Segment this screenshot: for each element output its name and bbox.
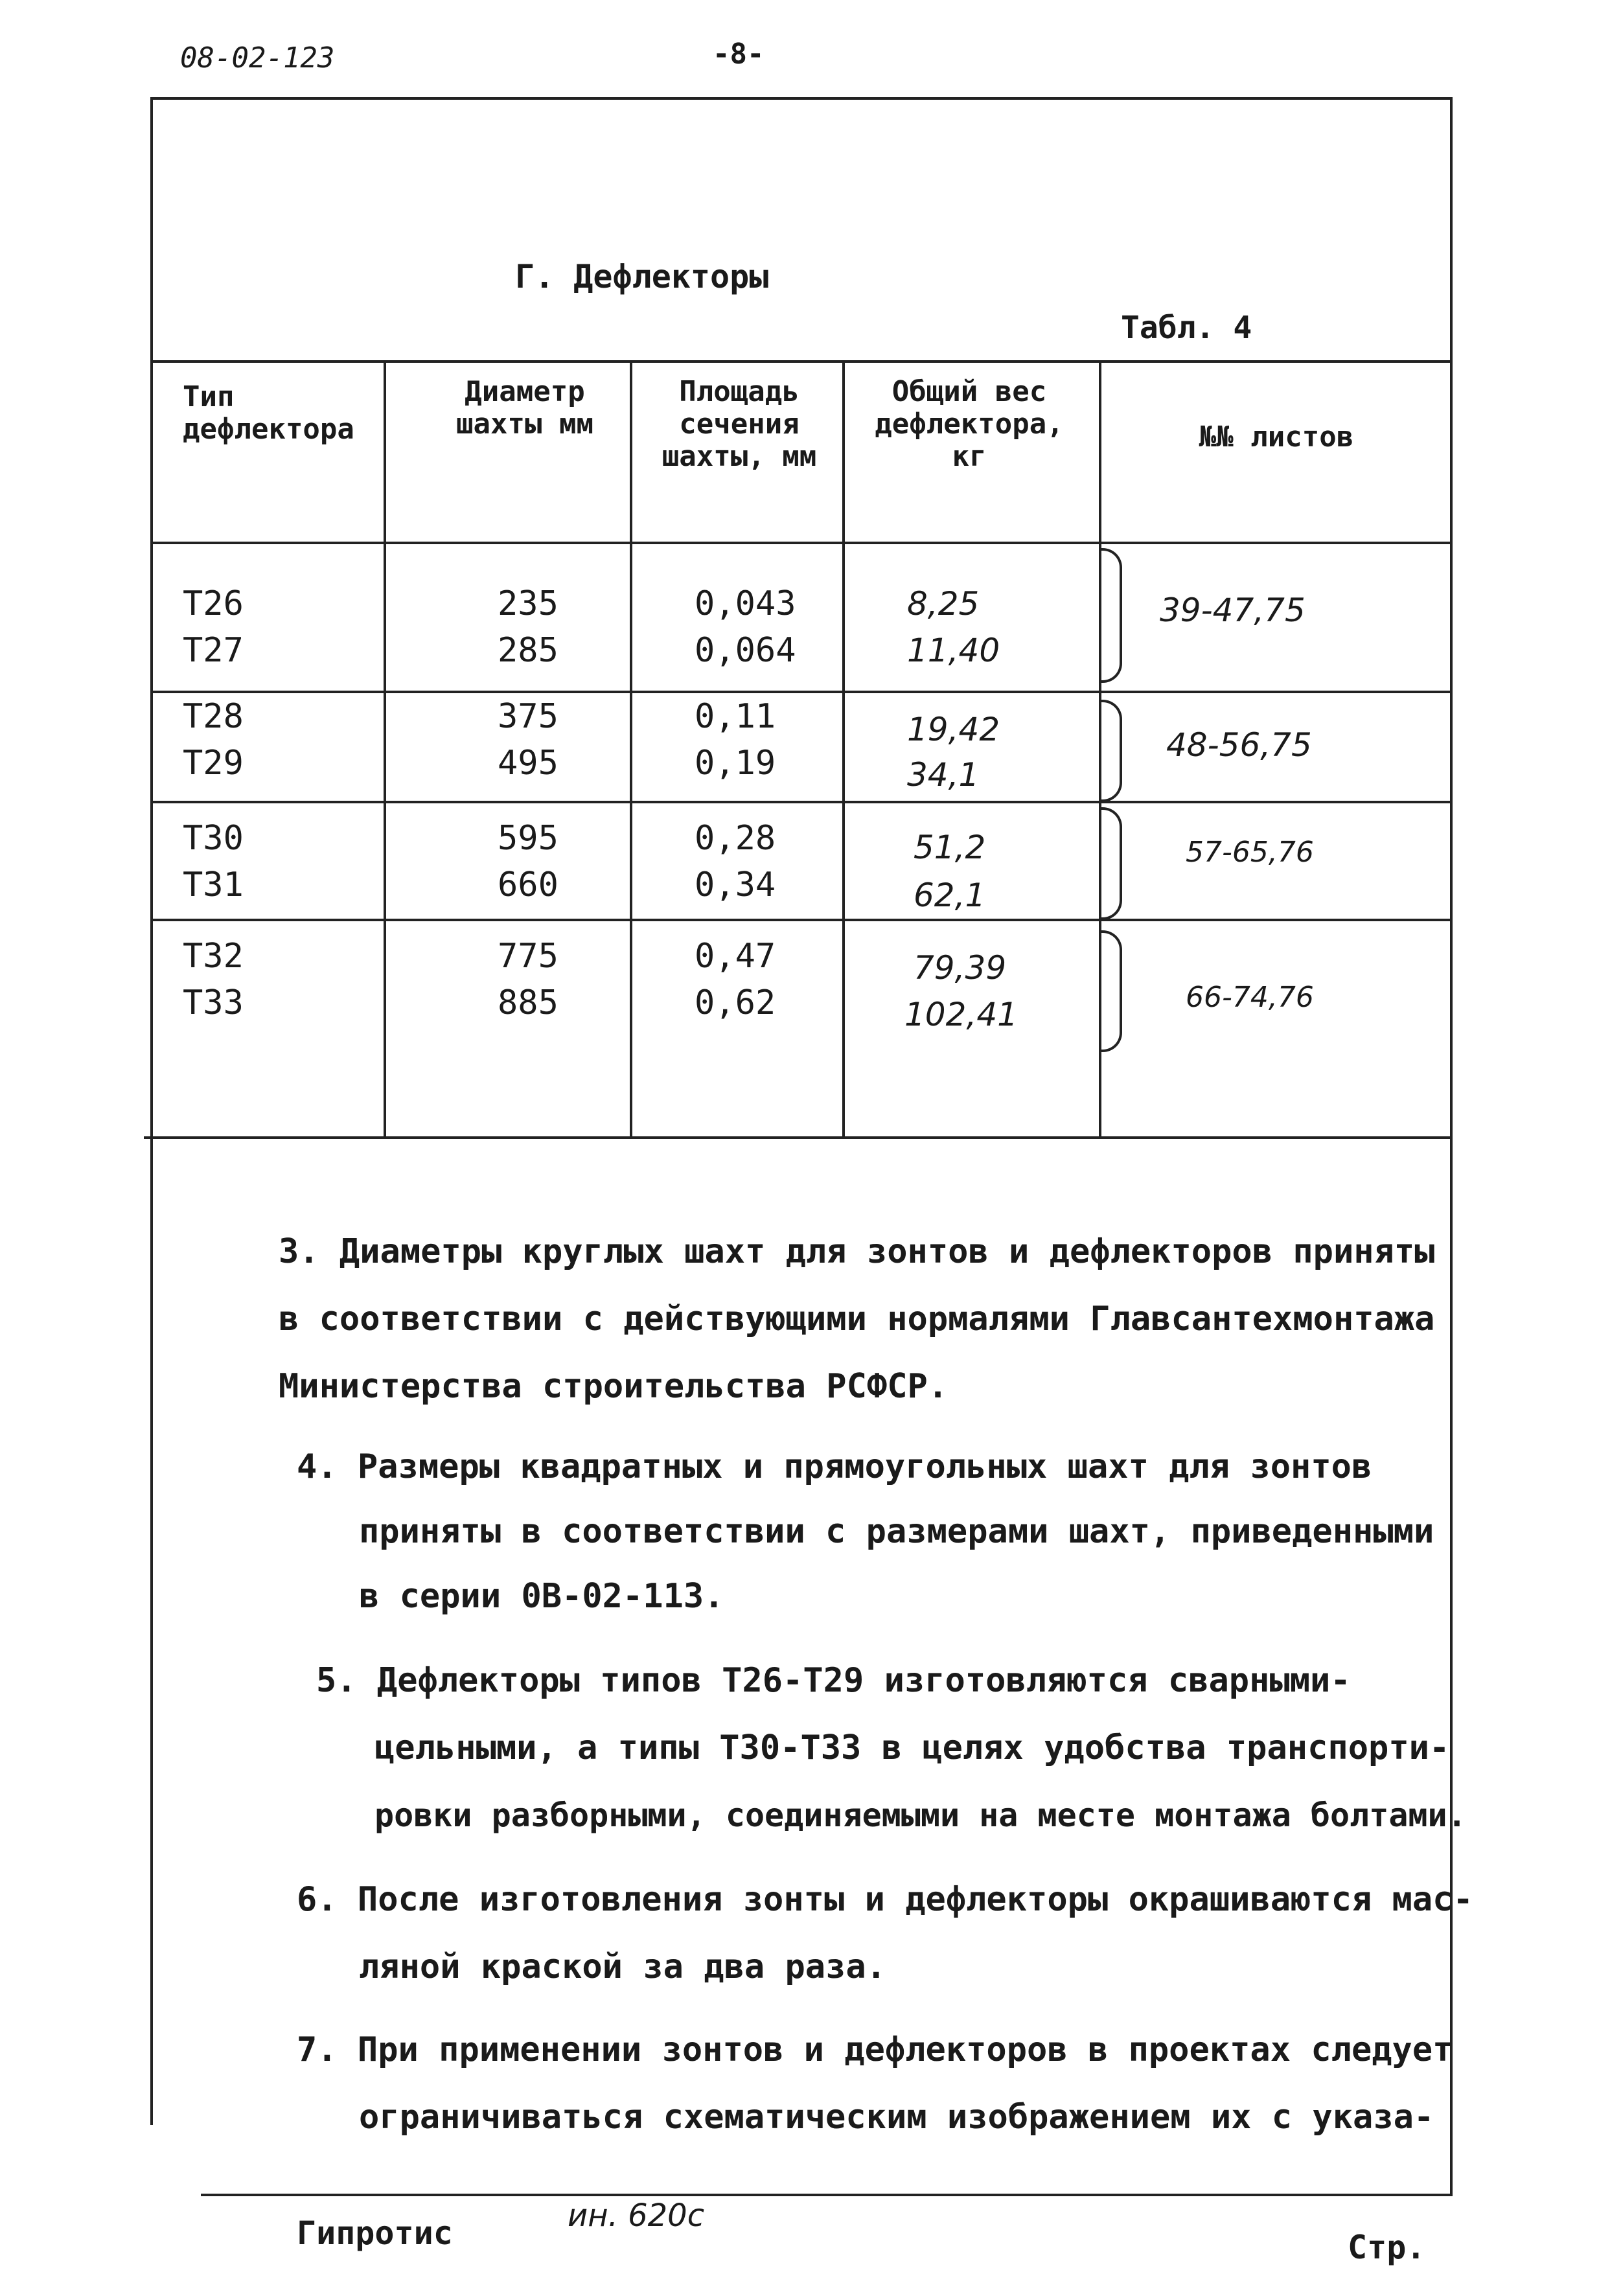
table-label: Табл. 4 — [1121, 310, 1252, 346]
diameter-cell: 595 — [498, 819, 558, 858]
area-cell: 0,19 — [695, 744, 776, 783]
area-cell: 0,62 — [695, 983, 776, 1022]
type-cell: Т33 — [183, 983, 244, 1022]
table-bottom-rule — [144, 1136, 1451, 1139]
footer-page-label: Стр. — [1348, 2229, 1426, 2266]
footer-organization: Гипротис — [297, 2214, 453, 2252]
group-rule-3 — [150, 919, 1451, 921]
area-cell: 0,043 — [695, 584, 796, 623]
group-brace — [1101, 930, 1122, 1052]
diameter-cell: 285 — [498, 631, 558, 670]
weight-cell: 51,2 — [914, 829, 986, 866]
area-cell: 0,34 — [695, 866, 776, 904]
paragraph-5-line-3: ровки разборными, соединяемыми на месте монтажа болтами. — [374, 1797, 1467, 1834]
col-header-sheets: №№ листов — [1199, 420, 1354, 453]
frame-left — [150, 97, 153, 2125]
weight-cell: 34,1 — [907, 756, 980, 794]
paragraph-4-line-1: 4. Размеры квадратных и прямоугольных шахт для зонтов — [297, 1447, 1372, 1486]
group-brace — [1101, 807, 1122, 920]
paragraph-4-line-3: в серии 0В-02-113. — [359, 1577, 724, 1616]
col-header-diameter: Диаметр шахты мм — [456, 375, 593, 441]
diameter-cell: 495 — [498, 744, 558, 783]
type-cell: Т29 — [183, 744, 244, 783]
document-code: 08-02-123 — [180, 41, 335, 75]
section-title: Г. Дефлекторы — [515, 258, 769, 295]
type-cell: Т27 — [183, 631, 244, 670]
type-cell: Т30 — [183, 819, 244, 858]
area-cell: 0,47 — [695, 937, 776, 976]
col-header-area: Площадь сечения шахты, мм — [661, 375, 817, 473]
type-cell: Т26 — [183, 584, 244, 623]
sheets-cell: 57-65,76 — [1186, 836, 1314, 869]
table-header-rule — [150, 542, 1451, 544]
weight-cell: 62,1 — [914, 877, 986, 914]
sheets-cell: 48-56,75 — [1166, 726, 1312, 764]
paragraph-6-line-1: 6. После изготовления зонты и дефлекторы окрашиваются мас- — [297, 1880, 1473, 1919]
paragraph-5-line-2: цельными, а типы Т30-Т33 в целях удобства транспорти- — [374, 1728, 1450, 1767]
diameter-cell: 375 — [498, 697, 558, 736]
diameter-cell: 235 — [498, 584, 558, 623]
col-rule-1 — [384, 360, 386, 1138]
sheets-cell: 66-74,76 — [1186, 981, 1314, 1014]
col-header-type: Тип дефлектора — [183, 380, 354, 446]
type-cell: Т32 — [183, 937, 244, 976]
paragraph-3-line-1: 3. Диаметры круглых шахт для зонтов и дефлекторов приняты — [279, 1232, 1435, 1271]
area-cell: 0,064 — [695, 631, 796, 670]
group-brace — [1101, 548, 1122, 683]
type-cell: Т28 — [183, 697, 244, 736]
paragraph-3-line-3: Министерства строительства РСФСР. — [279, 1367, 949, 1406]
paragraph-5-line-1: 5. Дефлекторы типов Т26-Т29 изготовляются сварными- — [316, 1661, 1351, 1700]
group-rule-2 — [150, 801, 1451, 803]
group-brace — [1101, 700, 1122, 802]
paragraph-7-line-2: ограничиваться схематическим изображением их с указа- — [359, 2098, 1434, 2137]
group-rule-1 — [150, 691, 1451, 693]
table-top-rule — [150, 360, 1451, 363]
paragraph-6-line-2: ляной краской за два раза. — [359, 1947, 886, 1986]
col-rule-2 — [630, 360, 632, 1138]
frame-top — [150, 97, 1451, 100]
col-header-weight: Общий вес дефлектора, кг — [875, 375, 1064, 473]
diameter-cell: 775 — [498, 937, 558, 976]
diameter-cell: 660 — [498, 866, 558, 904]
type-cell: Т31 — [183, 866, 244, 904]
col-rule-3 — [842, 360, 845, 1138]
weight-cell: 79,39 — [914, 949, 1007, 987]
frame-bottom — [201, 2194, 1453, 2196]
paragraph-7-line-1: 7. При применении зонтов и дефлекторов в проектах следует — [297, 2030, 1453, 2069]
diameter-cell: 885 — [498, 983, 558, 1022]
weight-cell: 11,40 — [907, 632, 1000, 669]
area-cell: 0,28 — [695, 819, 776, 858]
footer-inventory-number: ин. 620с — [568, 2198, 705, 2234]
paragraph-4-line-2: приняты в соответствии с размерами шахт, приведенными — [359, 1512, 1434, 1551]
weight-cell: 102,41 — [904, 996, 1018, 1033]
area-cell: 0,11 — [695, 697, 776, 736]
paragraph-3-line-2: в соответствии с действующими нормалями Главсантехмонтажа — [279, 1300, 1435, 1338]
sheets-cell: 39-47,75 — [1160, 591, 1306, 629]
weight-cell: 8,25 — [907, 585, 980, 623]
weight-cell: 19,42 — [907, 711, 1000, 748]
page-number: -8- — [713, 38, 765, 71]
